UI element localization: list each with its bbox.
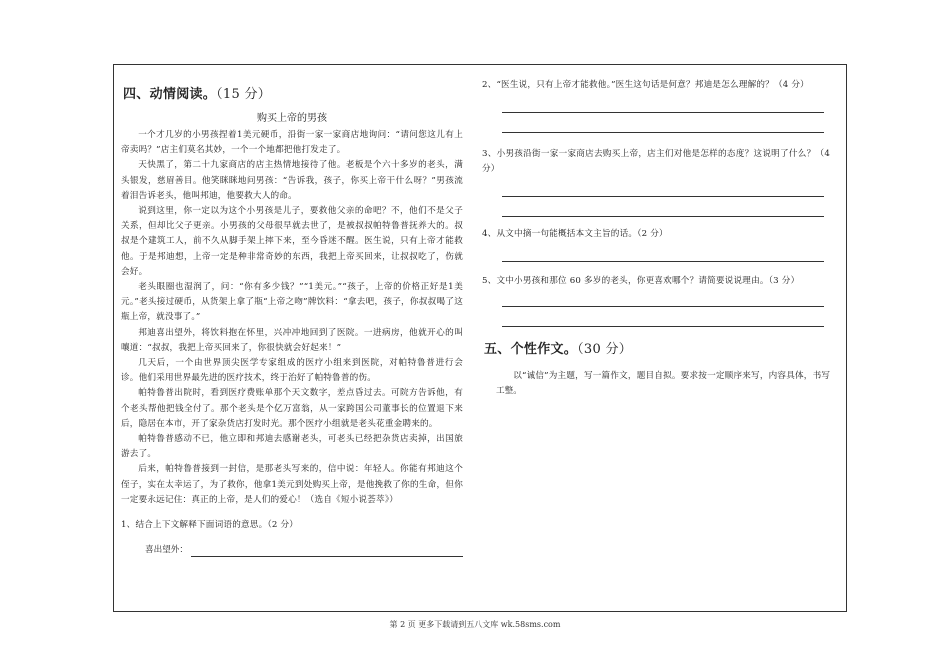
story-title: 购买上帝的男孩 [257, 113, 327, 124]
story-paragraph: 邦迪喜出望外，将饮料抱在怀里，兴冲冲地回到了医院。一进病房，他就开心的叫嚷道：“叔叔，我把上帝买回来了，你很快就会好起来！” [121, 327, 463, 353]
question-4: 4、从文中摘一句能概括本文主旨的话。（2 分） [482, 229, 668, 239]
answer-line[interactable] [502, 260, 824, 262]
story-paragraph: 说到这里，你一定以为这个小男孩是儿子，要救他父亲的命吧？不，他们不是父子关系，但却比父子更亲。小男孩的父母很早就去世了，是被叔叔帕特鲁普抚养大的。叔叔是个建筑工人，前不久从脚手架上摔下来，至今昏迷不醒。医生说，只有上帝才能救他。于是邦迪想，上帝一定是种非常奇妙的东西，我把上帝买回来，让叔叔吃了，伤就会好。 [121, 206, 463, 277]
section-5-heading [484, 341, 830, 359]
answer-line[interactable] [502, 305, 824, 307]
question-1-fill [121, 543, 463, 557]
question-2: 2、“医生说，只有上帝才能救他。”医生这句话是何意？邦迪是怎么理解的？（4 分） [482, 80, 809, 90]
answer-line[interactable] [191, 545, 463, 557]
story-paragraph: 几天后，一个由世界顶尖医学专家组成的医疗小组来到医院，对帕特鲁普进行会诊。他们采用世界最先进的医疗技术，终于治好了帕特鲁普的伤。 [121, 358, 463, 384]
question-3: 3、小男孩沿街一家一家商店去购买上帝，店主们对他是怎样的态度？这说明了什么？（4 分） [482, 149, 830, 174]
story-paragraph: 老头眼圈也湿润了，问：“你有多少钱？”“1美元。”“孩子，上帝的价格正好是1美元。”老头接过硬币，从货架上拿了瓶“上帝之吻”牌饮料：“拿去吧，孩子，你叔叔喝了这瓶上帝，就没事了。” [121, 282, 463, 323]
essay-prompt: 以“诚信”为主题，写一篇作文，题目自拟。要求按一定顺序来写，内容具体，书写工整。 [496, 371, 830, 396]
question-1: 1、结合上下文解释下面词语的意思。（2 分） [121, 520, 299, 531]
section-4-heading [123, 86, 463, 104]
answer-line[interactable] [502, 131, 824, 133]
story-paragraph: 后来，帕特鲁普接到一封信，是那老头写来的，信中说：年轻人。你能有邦迪这个侄子，实在太幸运了，为了救你，他拿1美元到处购买上帝，是他挽救了你的生命，但你一定要永远记住：真正的上帝，是人们的爱心！（选自《短小说荟萃》） [121, 464, 463, 505]
question-1-term: 喜出望外： [145, 545, 188, 556]
answer-line[interactable] [502, 215, 824, 217]
answer-line[interactable] [502, 111, 824, 113]
answer-line[interactable] [502, 195, 824, 197]
section-4-score: （15 分） [216, 87, 272, 102]
story-paragraph: 帕特鲁普感动不已，他立即和邦迪去感谢老头，可老头已经把杂货店卖掉，出国旅游去了。 [121, 434, 463, 460]
question-5: 5、文中小男孩和那位 60 多岁的老头，你更喜欢哪个？请简要说说理由。（3 分） [482, 276, 800, 286]
answer-line[interactable] [502, 325, 824, 327]
section-5-score: （30 分） [577, 342, 633, 357]
right-column [482, 78, 830, 399]
section-4-title: 四、动情阅读。 [123, 87, 217, 102]
story-paragraph: 帕特鲁普出院时，看到医疗费账单那个天文数字，差点昏过去。可院方告诉他，有个老头帮他把钱全付了。那个老头是个亿万富翁，从一家跨国公司董事长的位置退下来后，隐居在本市，开了家杂货店打发时光。那个医疗小组就是老头花重金聘来的。 [121, 388, 463, 429]
story-paragraph: 一个才几岁的小男孩捏着1美元硬币，沿街一家一家商店地询问：“请问您这儿有上帝卖吗？”店主们莫名其妙，一个一个地都把他打发走了。 [121, 130, 463, 156]
page-footer: 第 2 页 更多下载请到五八文库 wk.58sms.com [389, 620, 561, 629]
section-5-title: 五、个性作文。 [484, 342, 578, 357]
story-paragraph: 天快黑了，第二十九家商店的店主热情地接待了他。老板是个六十多岁的老头，满头银发，慈眉善目。他笑眯眯地问男孩：“告诉我，孩子，你买上帝干什么呀？”男孩流着泪告诉老头，他叫邦迪，他要救大人的命。 [121, 160, 463, 201]
left-column [121, 78, 463, 557]
